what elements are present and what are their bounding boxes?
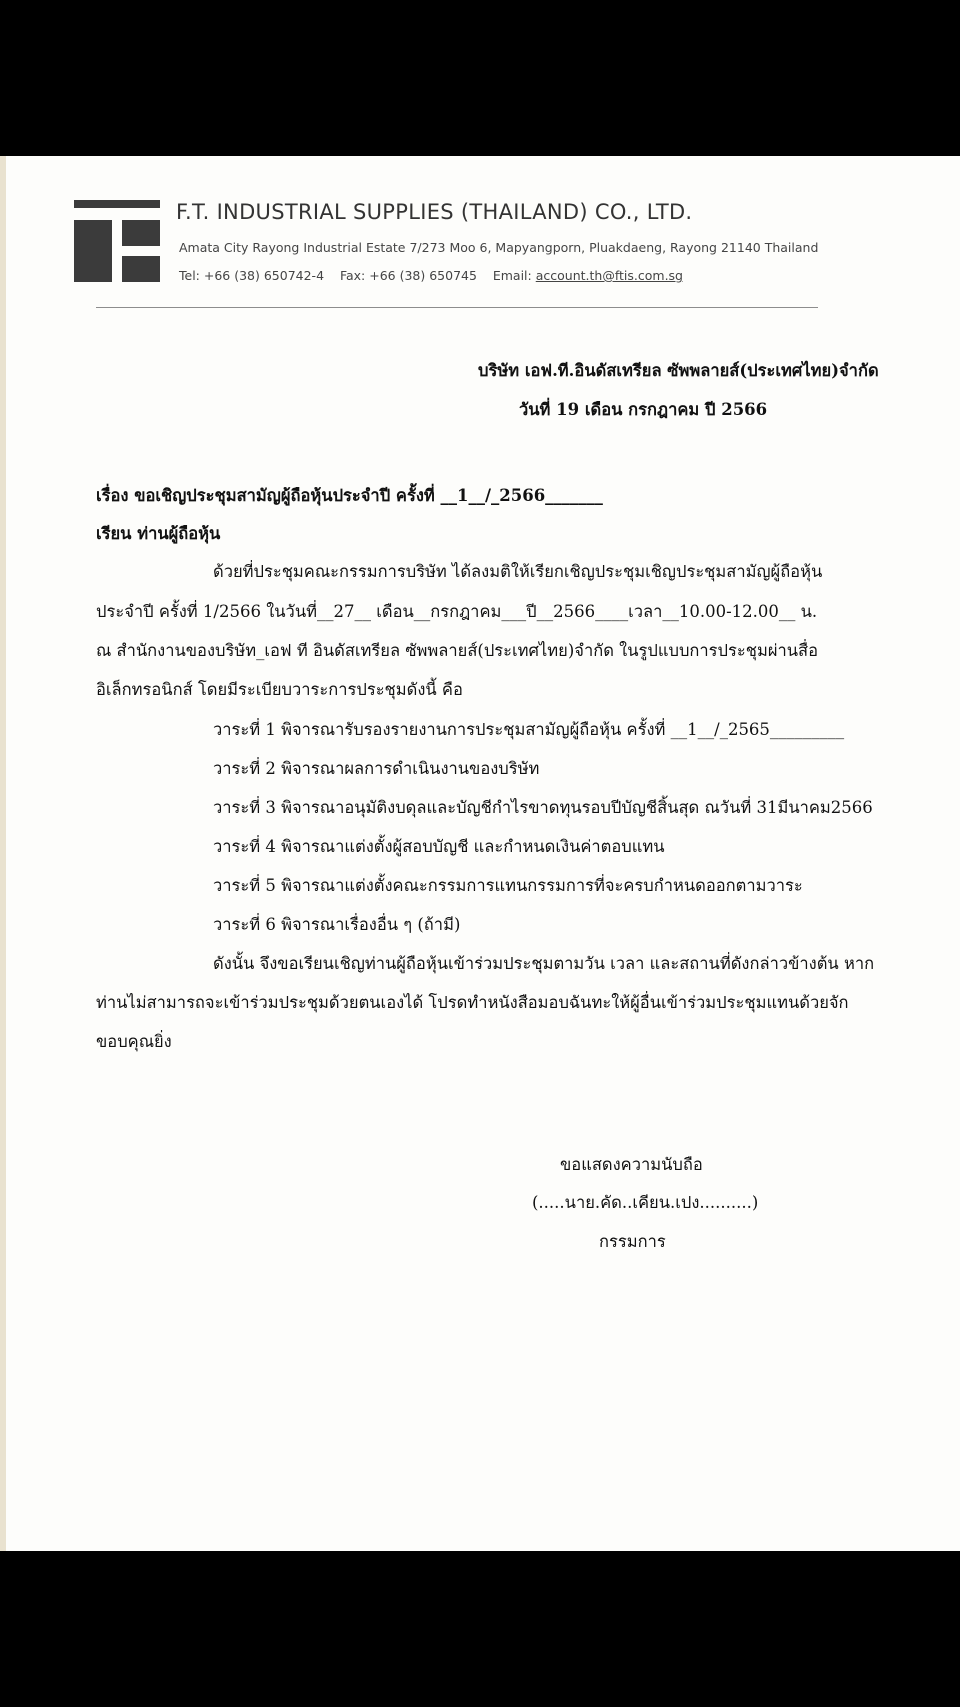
letterhead-email-link[interactable]: account.th@ftis.com.sg <box>535 268 683 283</box>
agenda-item: วาระที่ 4 พิจารณาแต่งตั้งผู้สอบบัญชี และกำหนดเงินค่าตอบแทน <box>213 837 665 856</box>
letterhead-divider <box>96 307 818 308</box>
letter-page <box>0 156 960 1551</box>
signature-regards: ขอแสดงความนับถือ <box>560 1155 703 1174</box>
letterhead-company-name: F.T. INDUSTRIAL SUPPLIES (THAILAND) CO., LTD. <box>176 200 693 224</box>
letterhead-address: Amata City Rayong Industrial Estate 7/273 Moo 6, Mapyangporn, Pluakdaeng, Rayong 21140 Thailand <box>179 240 819 255</box>
agenda-item: วาระที่ 5 พิจารณาแต่งตั้งคณะกรรมการแทนกรรมการที่จะครบกำหนดออกตามวาระ <box>213 876 803 895</box>
body-line-4: อิเล็กทรอนิกส์ โดยมีระเบียบวาระการประชุมดังนี้ คือ <box>96 680 463 699</box>
agenda-item: วาระที่ 6 พิจารณาเรื่องอื่น ๆ (ถ้ามี) <box>213 915 461 934</box>
body-line-3: ณ สำนักงานของบริษัท_เอฟ ที อินดัสเทรียล ซัพพลายส์(ประเทศไทย)จำกัด ในรูปแบบการประชุมผ่านสื่อ <box>96 641 819 660</box>
closing-line-1: ดังนั้น จึงขอเรียนเชิญท่านผู้ถือหุ้นเข้าร่วมประชุมตามวัน เวลา และสถานที่ดังกล่าวข้างต้น หาก <box>213 954 875 973</box>
agenda-item: วาระที่ 2 พิจารณาผลการดำเนินงานของบริษัท <box>213 759 540 778</box>
header-date: วันที่ 19 เดือน กรกฎาคม ปี 2566 <box>519 400 768 419</box>
closing-line-2: ท่านไม่สามารถจะเข้าร่วมประชุมด้วยตนเองได้ โปรดทำหนังสือมอบฉันทะให้ผู้อื่นเข้าร่วมประชุมแทนด้วยจัก <box>96 993 849 1012</box>
signature-title: กรรมการ <box>599 1232 666 1251</box>
paper-edge <box>0 156 6 1551</box>
closing-line-3: ขอบคุณยิ่ง <box>96 1032 172 1051</box>
letterhead-tel: Tel: +66 (38) 650742-4 <box>179 268 325 283</box>
header-company-th: บริษัท เอฟ.ที.อินดัสเทรียล ซัพพลายส์(ประเทศไทย)จำกัด <box>478 361 879 380</box>
agenda-item: วาระที่ 3 พิจารณาอนุมัติงบดุลและบัญชีกำไรขาดทุนรอบปีบัญชีสิ้นสุด ณวันที่ 31มีนาคม2566 <box>213 798 873 817</box>
letterhead-contact <box>179 268 683 283</box>
body-line-1: ด้วยที่ประชุมคณะกรรมการบริษัท ได้ลงมติให้เรียกเชิญประชุมเชิญประชุมสามัญผู้ถือหุ้น <box>213 562 823 581</box>
letterhead-fax: Fax: +66 (38) 650745 <box>339 268 477 283</box>
company-logo <box>74 200 160 282</box>
agenda-item: วาระที่ 1 พิจารณารับรองรายงานการประชุมสามัญผู้ถือหุ้น ครั้งที่ __1__/_2565_________ <box>213 720 845 739</box>
letterhead-email-label: Email: <box>492 268 532 283</box>
body-line-2: ประจำปี ครั้งที่ 1/2566 ในวันที่__27__ เดือน__กรกฎาคม___ปี__2566____เวลา__10.00-12.00__ น. <box>96 602 818 621</box>
letter-subject: เรื่อง ขอเชิญประชุมสามัญผู้ถือหุ้นประจำปี ครั้งที่ __1__/_2566_______ <box>96 486 603 505</box>
letter-salutation: เรียน ท่านผู้ถือหุ้น <box>96 524 221 543</box>
signature-name: (.....นาย.คัด..เคียน.เปง..........) <box>532 1193 759 1212</box>
